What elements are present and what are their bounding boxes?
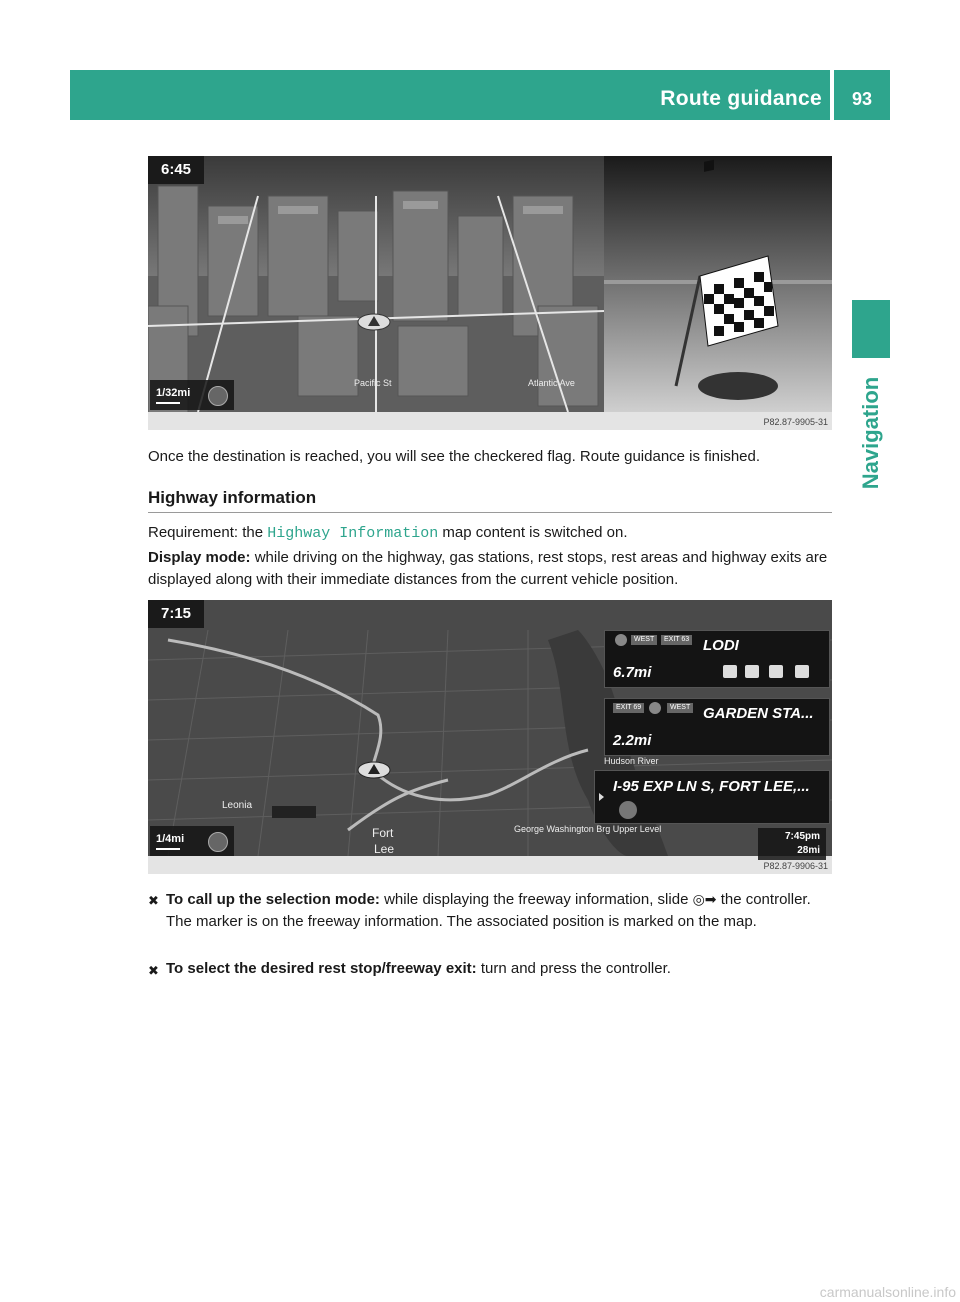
step-2: To select the desired rest stop/freeway exit: turn and press the controller. bbox=[166, 960, 671, 977]
step-marker: ✖ bbox=[148, 963, 159, 978]
highway-information-screenshot bbox=[148, 600, 832, 874]
clock: 7:15 bbox=[148, 600, 204, 628]
clock: 6:45 bbox=[148, 156, 204, 184]
exit-name: GARDEN STA... bbox=[703, 705, 814, 722]
controller-slide-icon: ◎➡ bbox=[692, 891, 717, 907]
menu-term: Highway Information bbox=[267, 525, 439, 542]
exit-name: I-95 EXP LN S, FORT LEE,... bbox=[613, 778, 810, 795]
destination-reached-screenshot bbox=[148, 156, 832, 430]
map-scale: 1/4mi bbox=[150, 826, 234, 856]
globe-icon bbox=[208, 386, 228, 406]
section-title: Route guidance bbox=[660, 87, 822, 110]
exit-distance: 6.7mi bbox=[613, 664, 652, 681]
map-scale: 1/32mi bbox=[150, 380, 234, 410]
caption: Once the destination is reached, you will see the checkered flag. Route guidance is finished. bbox=[148, 448, 761, 465]
city-3d-map-illustration bbox=[148, 156, 832, 430]
requirement-text: Requirement: the Highway Information map content is switched on. bbox=[148, 524, 628, 542]
highway-info-item[interactable]: WEST EXIT 63 LODI 6.7mi bbox=[604, 630, 830, 688]
interstate-shield-icon bbox=[649, 702, 661, 714]
poi-icon bbox=[619, 801, 637, 819]
page-number: 93 bbox=[834, 70, 890, 120]
map-label: Fort bbox=[372, 826, 394, 840]
street-label: Atlantic Ave bbox=[528, 378, 575, 388]
highway-info-item[interactable] bbox=[594, 770, 830, 824]
display-mode-text: Display mode: while driving on the highway, gas stations, rest stops, rest areas and highway exits are displayed along with their immediate distances from the current vehicle position. bbox=[148, 549, 828, 588]
selection-arrow-icon bbox=[599, 793, 604, 801]
interstate-shield-icon bbox=[615, 634, 627, 646]
exit-name: LODI bbox=[703, 637, 739, 654]
highway-info-item[interactable]: EXIT 69 WEST GARDEN STA... 2.2mi bbox=[604, 698, 830, 756]
step-marker: ✖ bbox=[148, 893, 159, 908]
section-heading: Highway information bbox=[148, 488, 317, 507]
street-label: Pacific St bbox=[354, 378, 392, 388]
service-icon bbox=[769, 665, 783, 678]
exit-distance: 2.2mi bbox=[613, 732, 652, 749]
step-1: To call up the selection mode: while displaying the freeway information, slide ◎➡ the controller. The marker is on the freeway information. The associated position is marked on the map. bbox=[166, 891, 811, 930]
heading-divider bbox=[148, 512, 832, 513]
side-tab-marker bbox=[852, 300, 890, 358]
image-code: P82.87-9906-31 bbox=[763, 861, 828, 871]
watermark: carmanualsonline.info bbox=[819, 1284, 956, 1300]
service-icon bbox=[723, 665, 737, 678]
service-icon bbox=[745, 665, 759, 678]
image-code: P82.87-9905-31 bbox=[763, 417, 828, 427]
service-icon bbox=[795, 665, 809, 678]
map-label: Lee bbox=[374, 842, 395, 856]
river-label: Hudson River bbox=[604, 756, 659, 766]
side-tab-label: Navigation bbox=[858, 376, 883, 490]
eta-display: 7:45pm 28mi bbox=[758, 828, 826, 860]
street-label: George Washington Brg Upper Level bbox=[514, 824, 662, 834]
globe-icon bbox=[208, 832, 228, 852]
map-label: Leonia bbox=[222, 800, 253, 811]
